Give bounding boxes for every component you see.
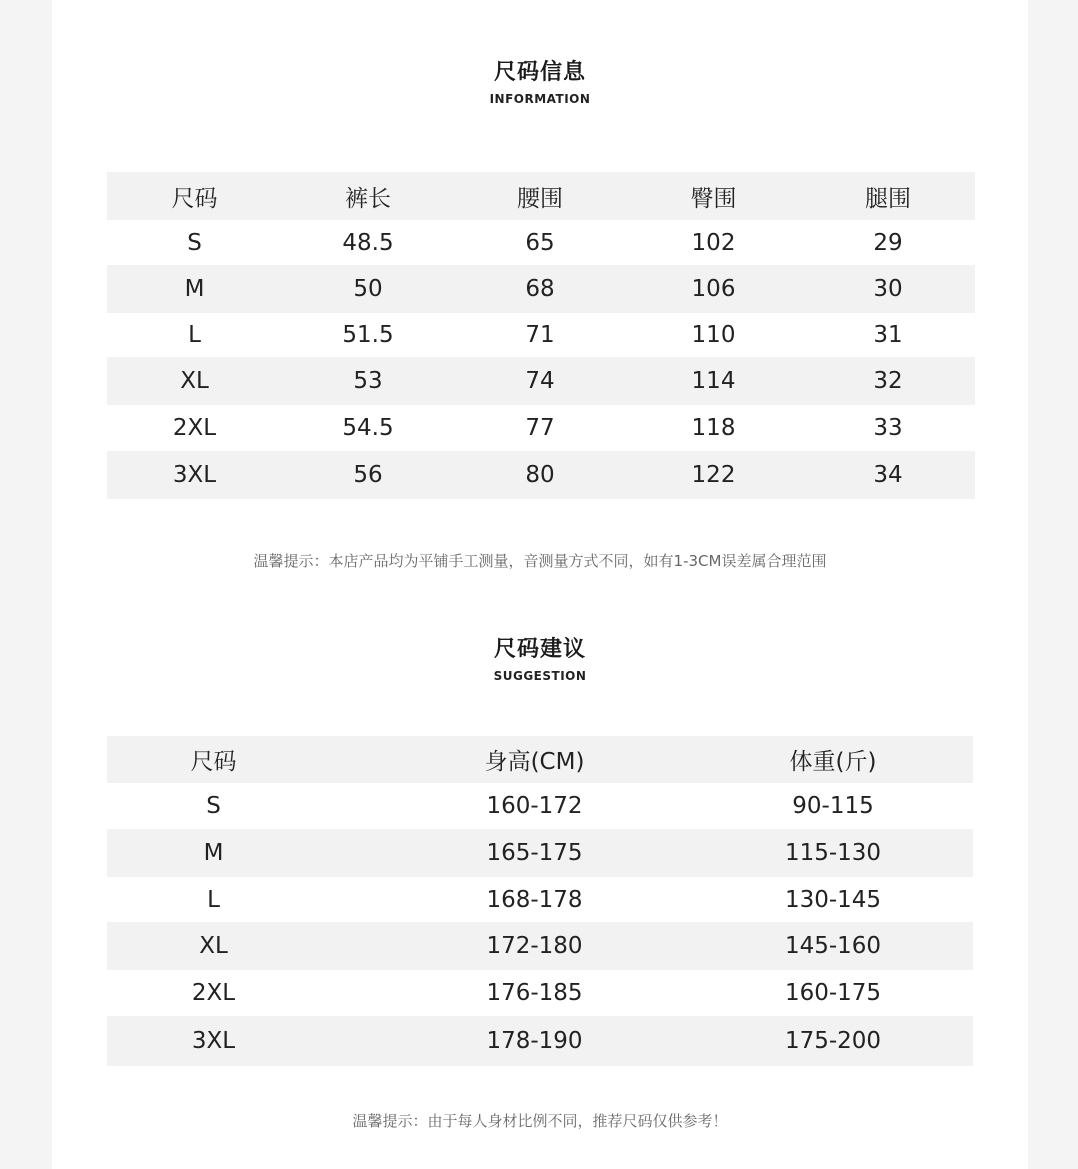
table-row — [107, 783, 973, 829]
table-cell: M — [184, 276, 205, 302]
table-cell: L — [207, 886, 220, 913]
table-cell: 130-145 — [784, 886, 882, 913]
suggestion-note: 温馨提示：由于每人身材比例不同，推荐尺码仅供参考！ — [352, 1112, 728, 1130]
table-cell: 77 — [525, 415, 555, 441]
column-header-height: 身高(CM) — [484, 749, 585, 775]
table-cell: S — [187, 229, 202, 256]
table-row — [107, 922, 973, 970]
table-row — [107, 970, 973, 1016]
table-cell: 122 — [691, 462, 736, 488]
table-cell: 165-175 — [486, 840, 583, 866]
suggestion-title-cn: 尺码建议 — [493, 637, 586, 662]
table-cell: 3XL — [172, 462, 217, 488]
table-cell: 29 — [873, 229, 903, 256]
table-cell: 160-172 — [486, 793, 583, 819]
table-cell: S — [206, 793, 221, 819]
column-header-thigh: 腿围 — [865, 185, 911, 212]
size-info-table — [107, 172, 975, 499]
size-suggestion-table — [107, 736, 973, 1066]
column-header-waist: 腰围 — [517, 185, 563, 212]
table-cell: 115-130 — [784, 840, 882, 866]
table-cell: 168-178 — [486, 886, 583, 913]
column-header-size: 尺码 — [190, 749, 237, 775]
table-cell: 160-175 — [784, 980, 882, 1006]
table-cell: 33 — [873, 415, 903, 441]
table-cell: 65 — [525, 229, 555, 256]
suggestion-section-title — [52, 632, 1028, 683]
table-cell: 53 — [353, 368, 383, 394]
table-cell: 80 — [525, 462, 555, 488]
table-cell: 2XL — [191, 980, 236, 1006]
table-cell: XL — [180, 368, 209, 394]
table-cell: 90-115 — [792, 793, 874, 819]
table-cell: 31 — [873, 322, 903, 348]
info-section-title — [52, 55, 1028, 106]
table-row — [107, 877, 973, 922]
table-header-row — [107, 736, 973, 783]
table-header-row — [107, 172, 975, 220]
table-cell: 3XL — [191, 1028, 236, 1054]
table-cell: 68 — [525, 276, 555, 302]
measurement-note: 温馨提示：本店产品均为平铺手工测量，音测量方式不同，如有1-3CM误差属合理范围 — [253, 552, 827, 570]
table-cell: 32 — [873, 368, 903, 394]
table-cell: 110 — [691, 322, 736, 348]
table-row — [107, 829, 973, 877]
table-cell: 175-200 — [784, 1028, 882, 1054]
table-row — [107, 220, 975, 265]
info-title-cn: 尺码信息 — [493, 60, 586, 85]
table-row — [107, 1016, 973, 1066]
column-header-size: 尺码 — [171, 185, 218, 212]
table-row — [107, 265, 975, 313]
table-cell: 118 — [691, 415, 736, 441]
table-cell: 102 — [691, 229, 736, 256]
table-cell: L — [188, 322, 201, 348]
table-cell: 30 — [873, 276, 903, 302]
column-header-hip: 臀围 — [690, 185, 737, 212]
table-cell: XL — [199, 933, 228, 959]
column-header-length: 裤长 — [345, 185, 391, 212]
info-title-en: INFORMATION — [489, 92, 591, 106]
table-cell: 145-160 — [784, 933, 882, 959]
table-cell: 48.5 — [342, 229, 394, 256]
table-cell: 106 — [691, 276, 736, 302]
suggestion-title-en: SUGGESTION — [493, 669, 587, 683]
table-cell: 34 — [873, 462, 903, 488]
table-row — [107, 357, 975, 405]
table-cell: 71 — [525, 322, 555, 348]
table-cell: 74 — [525, 368, 555, 394]
table-cell: 114 — [691, 368, 736, 394]
table-cell: 54.5 — [342, 415, 394, 441]
table-cell: 56 — [353, 462, 383, 488]
table-cell: M — [203, 840, 224, 866]
table-cell: 2XL — [172, 415, 217, 441]
table-cell: 178-190 — [486, 1028, 583, 1054]
table-row — [107, 451, 975, 499]
table-cell: 50 — [353, 276, 383, 302]
table-cell: 172-180 — [486, 933, 583, 959]
column-header-weight: 体重(斤) — [789, 749, 877, 775]
table-row — [107, 405, 975, 451]
size-chart-page — [52, 0, 1028, 1169]
table-cell: 176-185 — [486, 980, 583, 1006]
table-row — [107, 313, 975, 357]
table-cell: 51.5 — [342, 322, 394, 348]
